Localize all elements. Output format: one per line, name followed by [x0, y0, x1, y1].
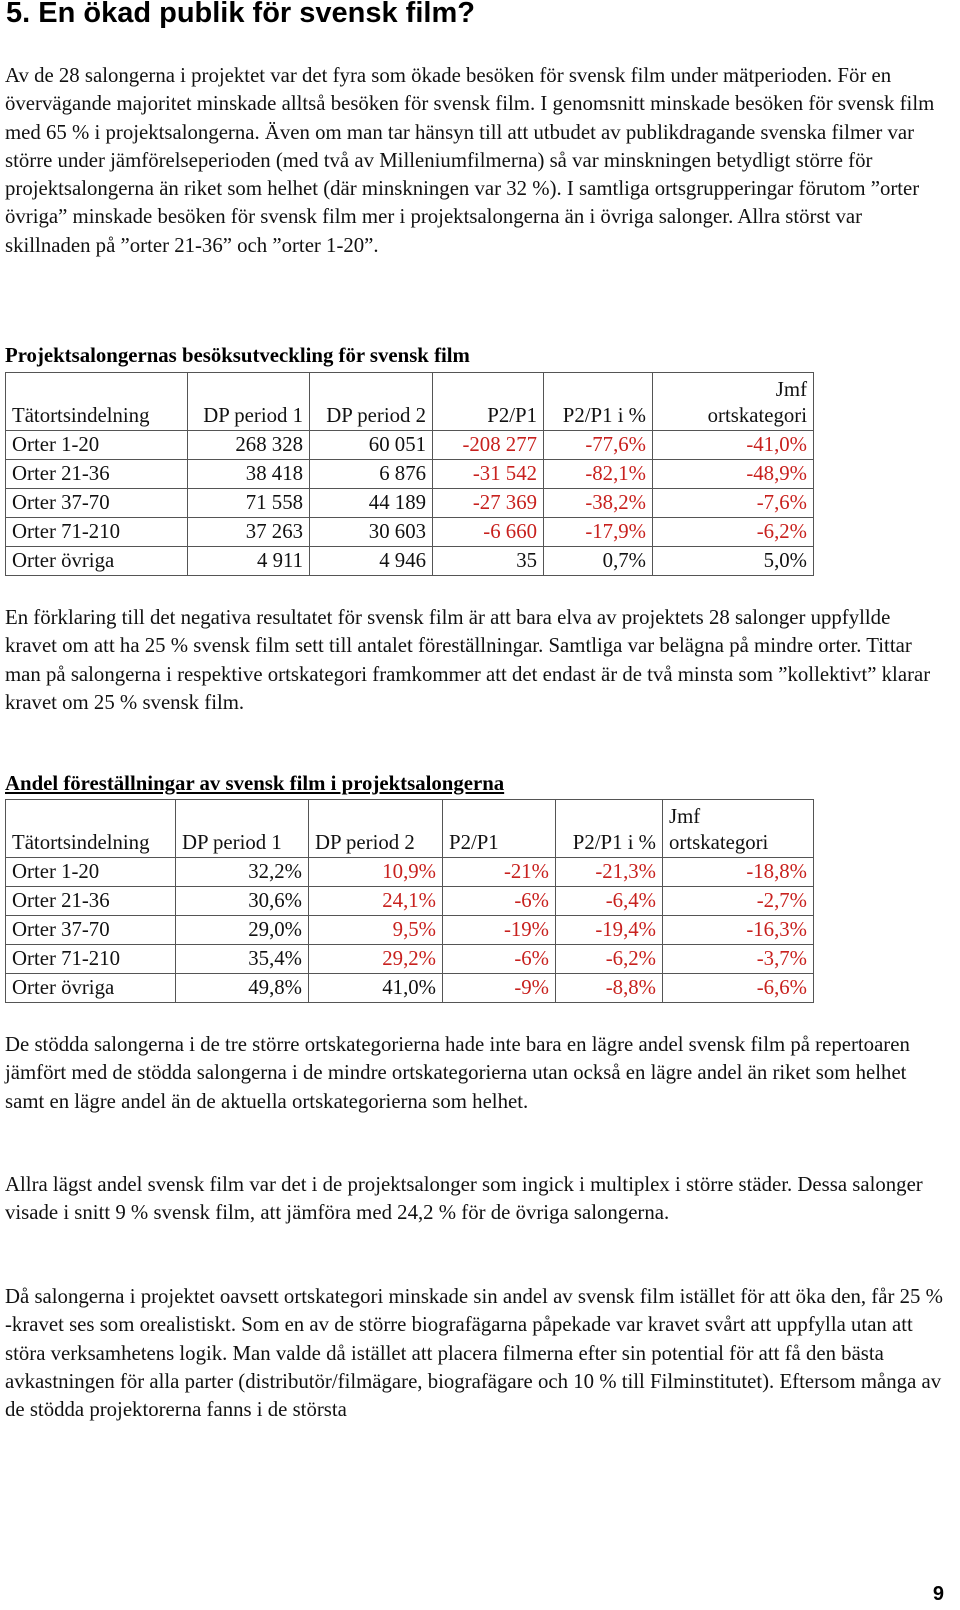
header-period-2: DP period 2 [309, 800, 443, 858]
cell-diff: -31 542 [433, 460, 544, 489]
header-period-2: DP period 2 [310, 373, 433, 431]
header-compare-line2: ortskategori [669, 831, 769, 854]
cell-jmf: -41,0% [653, 431, 814, 460]
cell-p1: 38 418 [188, 460, 310, 489]
header-diff: P2/P1 [433, 373, 544, 431]
cell-p1: 29,0% [176, 916, 309, 945]
header-locality: Tätortsindelning [6, 373, 188, 431]
table2-body [6, 858, 814, 1003]
cell-jmf: 5,0% [653, 547, 814, 576]
cell-diff: -6% [443, 887, 556, 916]
table-row [6, 460, 814, 489]
paragraph-multiplex: Allra lägst andel svensk film var det i de projektsalonger som ingick i multiplex i större städer. Dessa salonger visade i snitt 9 % svensk film, att jämföra med 24,2 % för de övriga salongerna. [5, 1173, 923, 1225]
visitor-development-table [5, 372, 814, 576]
table-row [6, 489, 814, 518]
cell-name: Orter 1-20 [6, 858, 176, 887]
table-header-row [6, 373, 814, 431]
cell-pct: -77,6% [544, 431, 653, 460]
cell-p2: 10,9% [309, 858, 443, 887]
cell-jmf: -48,9% [653, 460, 814, 489]
table2-caption: Andel föreställningar av svensk film i projektsalongerna [5, 772, 505, 795]
cell-p1: 71 558 [188, 489, 310, 518]
table-row [6, 431, 814, 460]
cell-diff: -27 369 [433, 489, 544, 518]
cell-jmf: -16,3% [663, 916, 814, 945]
cell-pct: 0,7% [544, 547, 653, 576]
table-row [6, 547, 814, 576]
cell-jmf: -3,7% [663, 945, 814, 974]
cell-jmf: -7,6% [653, 489, 814, 518]
cell-p1: 268 328 [188, 431, 310, 460]
cell-p1: 49,8% [176, 974, 309, 1003]
header-period-1: DP period 1 [188, 373, 310, 431]
section-heading: 5. En ökad publik för svensk film? [6, 0, 475, 29]
paragraph-explanation: En förklaring till det negativa resultatet för svensk film är att bara elva av projektets 28 salonger uppfyllde kravet om att ha 25 % svensk film sett till antalet föreställningar. Samtliga var belägna på mindre orter. Tittar man på salongerna i respektive ortskategori framkommer att det endast är de två minsta som ”kollektivt” klarar kravet om 25 % svensk film. [5, 606, 931, 714]
cell-diff: -6 660 [433, 518, 544, 547]
cell-p2: 41,0% [309, 974, 443, 1003]
table-row [6, 945, 814, 974]
cell-pct: -82,1% [544, 460, 653, 489]
cell-pct: -19,4% [556, 916, 663, 945]
paragraph-intro: Av de 28 salongerna i projektet var det fyra som ökade besöken för svensk film under mätperioden. För en övervägande majoritet minskade alltså besöken för svensk film. I genomsnitt minskade besöken för svensk film med 65 % i projektsalongerna. Även om man tar hänsyn till att utbudet av publikdragande svenska filmer var större under jämförelseperioden (med två av Milleniumfilmerna) så var minskningen betydligt större för projektsalongerna än riket som helhet (där minskningen var 32 %). I samtliga ortsgrupperingar förutom ”orter övriga” minskade besöken för svensk film mer i projektsalongerna än i övriga salonger. Allra störst var skillnaden på ”orter 21-36” och ”orter 1-20”. [5, 64, 935, 257]
header-compare-line2: ortskategori [707, 404, 807, 427]
header-compare [653, 373, 814, 431]
cell-name: Orter 1-20 [6, 431, 188, 460]
cell-p1: 37 263 [188, 518, 310, 547]
table-row [6, 858, 814, 887]
paragraph-larger-categories: De stödda salongerna i de tre större ortskategorierna hade inte bara en lägre andel svensk film på repertoaren jämfört med de stödda salongerna i de mindre ortskategorierna utan också en lägre andel än riket som helhet samt en lägre andel än de aktuella ortskategorierna som helhet. [5, 1033, 910, 1113]
cell-p2: 60 051 [310, 431, 433, 460]
cell-diff: -9% [443, 974, 556, 1003]
cell-p1: 4 911 [188, 547, 310, 576]
cell-jmf: -2,7% [663, 887, 814, 916]
table-row [6, 916, 814, 945]
cell-p2: 9,5% [309, 916, 443, 945]
header-diff: P2/P1 [443, 800, 556, 858]
cell-name: Orter 71-210 [6, 945, 176, 974]
cell-name: Orter 21-36 [6, 887, 176, 916]
paragraph-requirement: Då salongerna i projektet oavsett ortskategori minskade sin andel av svensk film istället för att öka den, får 25 % -kravet ses som orealistiskt. Som en av de större biografägarna påpekade var kravet svårt att uppfylla utan att störa verksamhetens logik. Man valde då istället att placera filmerna efter sin potential för att få den bästa avkastningen för alla parter (distributör/filmägare, biografägare och 10 % till Filminstitutet). Eftersom många av de stödda projektorerna fanns i de största [5, 1285, 943, 1422]
header-compare-line1: Jmf [669, 805, 701, 828]
cell-jmf: -6,6% [663, 974, 814, 1003]
header-compare [663, 800, 814, 858]
cell-name: Orter 21-36 [6, 460, 188, 489]
header-compare-line1: Jmf [775, 378, 807, 401]
cell-name: Orter 37-70 [6, 916, 176, 945]
screening-share-table [5, 799, 814, 1003]
cell-pct: -38,2% [544, 489, 653, 518]
table1-body [6, 431, 814, 576]
cell-pct: -17,9% [544, 518, 653, 547]
cell-p2: 44 189 [310, 489, 433, 518]
cell-jmf: -6,2% [653, 518, 814, 547]
cell-pct: -8,8% [556, 974, 663, 1003]
header-period-1: DP period 1 [176, 800, 309, 858]
cell-name: Orter övriga [6, 974, 176, 1003]
cell-pct: -6,4% [556, 887, 663, 916]
table-row [6, 887, 814, 916]
table-header-row [6, 800, 814, 858]
cell-diff: -208 277 [433, 431, 544, 460]
table1-caption: Projektsalongernas besöksutveckling för svensk film [5, 344, 470, 367]
page-number: 9 [932, 1583, 944, 1605]
cell-jmf: -18,8% [663, 858, 814, 887]
cell-p1: 30,6% [176, 887, 309, 916]
header-locality: Tätortsindelning [6, 800, 176, 858]
cell-p2: 4 946 [310, 547, 433, 576]
cell-diff: 35 [433, 547, 544, 576]
cell-p2: 24,1% [309, 887, 443, 916]
cell-name: Orter övriga [6, 547, 188, 576]
header-diff-pct: P2/P1 i % [544, 373, 653, 431]
cell-p2: 29,2% [309, 945, 443, 974]
cell-name: Orter 71-210 [6, 518, 188, 547]
cell-p2: 30 603 [310, 518, 433, 547]
cell-diff: -19% [443, 916, 556, 945]
cell-diff: -6% [443, 945, 556, 974]
cell-pct: -21,3% [556, 858, 663, 887]
cell-pct: -6,2% [556, 945, 663, 974]
cell-name: Orter 37-70 [6, 489, 188, 518]
cell-p2: 6 876 [310, 460, 433, 489]
cell-diff: -21% [443, 858, 556, 887]
table-row [6, 974, 814, 1003]
header-diff-pct: P2/P1 i % [556, 800, 663, 858]
table-row [6, 518, 814, 547]
cell-p1: 35,4% [176, 945, 309, 974]
cell-p1: 32,2% [176, 858, 309, 887]
